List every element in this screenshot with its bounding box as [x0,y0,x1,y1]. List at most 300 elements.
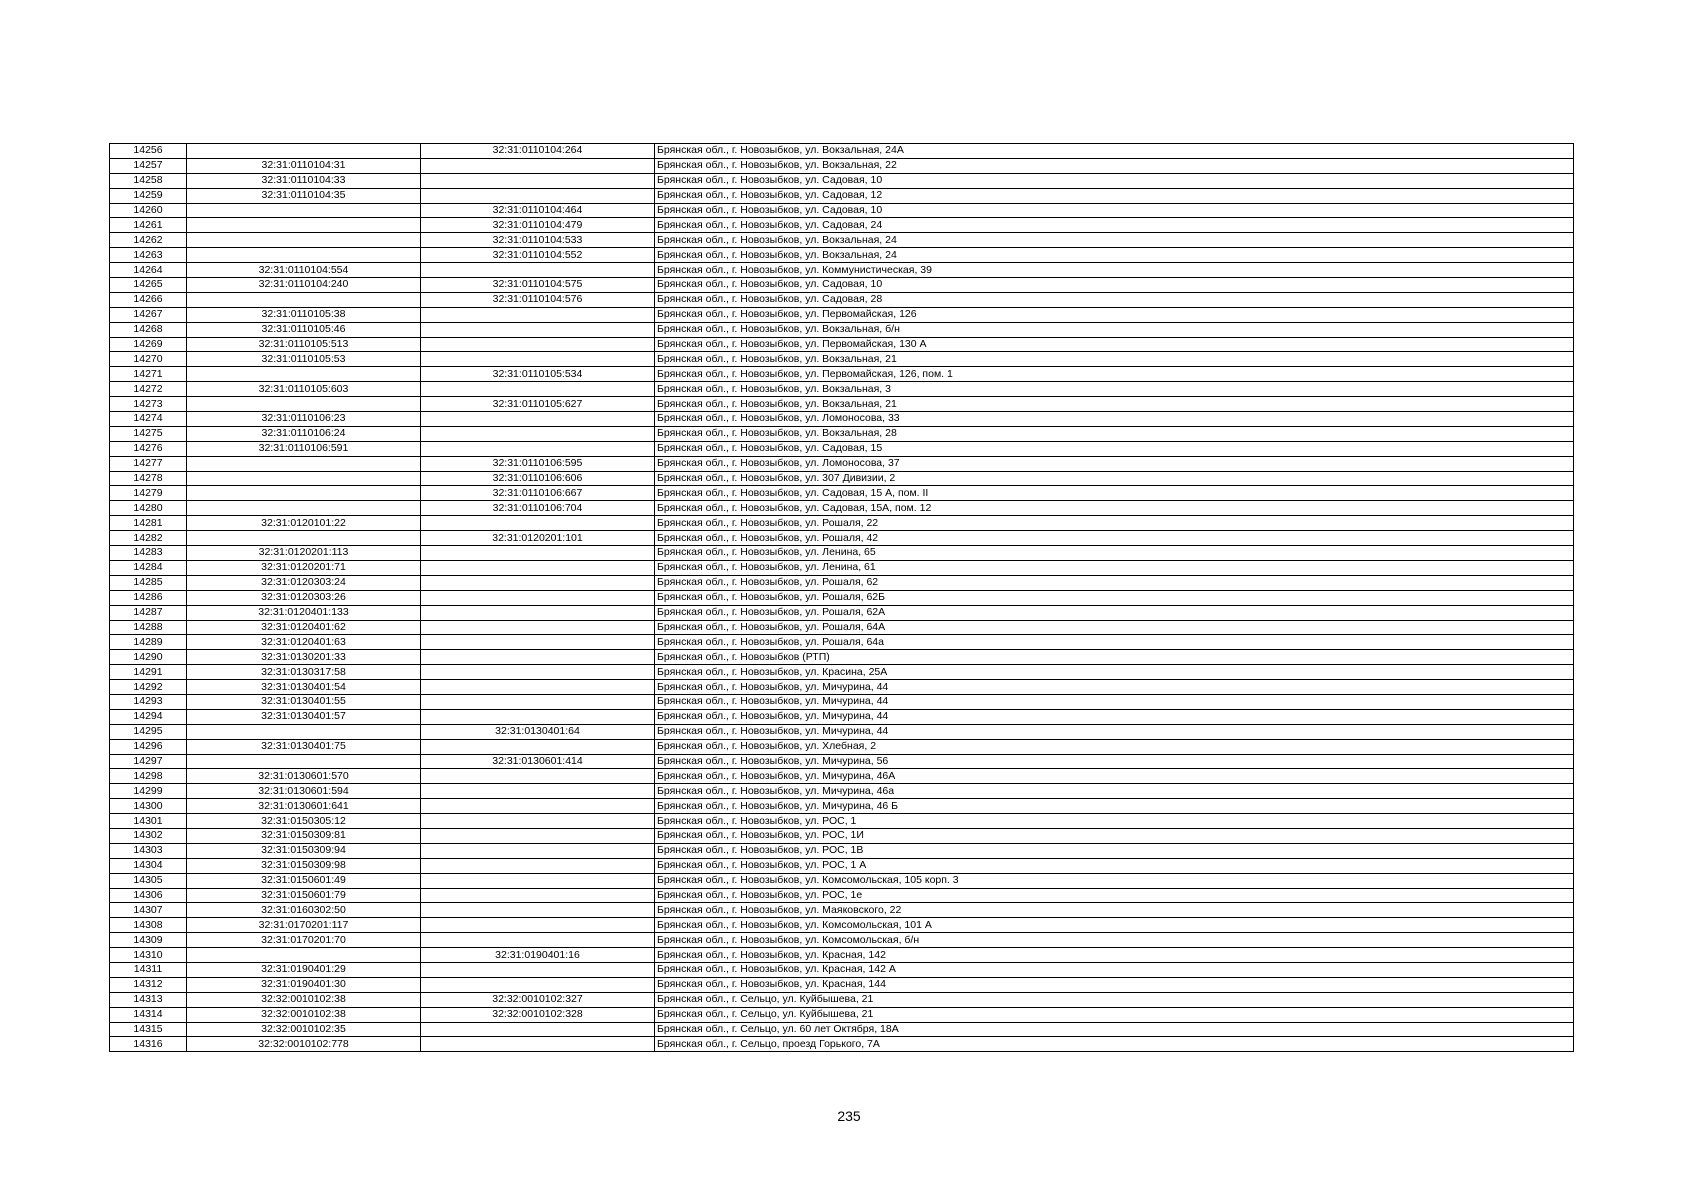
building-cadastral-number-cell [421,799,655,814]
address-cell: Брянская обл., г. Новозыбков, ул. Мичурина, 44 [655,709,1574,724]
cadastral-number-cell: 32:31:0110105:53 [187,352,421,367]
cadastral-number-cell: 32:32:0010102:38 [187,992,421,1007]
address-cell: Брянская обл., г. Сельцо, проезд Горького, 7А [655,1037,1574,1052]
table-row [110,650,1574,665]
address-cell: Брянская обл., г. Новозыбков, ул. Рошаля, 42 [655,531,1574,546]
building-cadastral-number-cell [421,307,655,322]
table-row [110,918,1574,933]
cadastral-number-cell: 32:31:0110106:23 [187,412,421,427]
cadastral-number-cell: 32:31:0110104:554 [187,263,421,278]
address-cell: Брянская обл., г. Новозыбков, ул. Мичурина, 44 [655,694,1574,709]
row-number-cell: 14263 [110,248,187,263]
table-row [110,784,1574,799]
cadastral-number-cell [187,203,421,218]
building-cadastral-number-cell [421,516,655,531]
row-number-cell: 14268 [110,322,187,337]
building-cadastral-number-cell: 32:31:0110104:533 [421,233,655,248]
row-number-cell: 14283 [110,546,187,561]
table-row [110,486,1574,501]
address-cell: Брянская обл., г. Новозыбков, ул. Комсомольская, 101 А [655,918,1574,933]
building-cadastral-number-cell [421,933,655,948]
address-cell: Брянская обл., г. Новозыбков, ул. Вокзальная, б/н [655,322,1574,337]
building-cadastral-number-cell [421,575,655,590]
row-number-cell: 14302 [110,828,187,843]
row-number-cell: 14280 [110,501,187,516]
building-cadastral-number-cell [421,888,655,903]
building-cadastral-number-cell [421,426,655,441]
address-cell: Брянская обл., г. Новозыбков, ул. Садовая, 10 [655,203,1574,218]
address-cell: Брянская обл., г. Новозыбков, ул. Мичурина, 46А [655,769,1574,784]
table-row [110,620,1574,635]
cadastral-number-cell: 32:31:0160302:50 [187,903,421,918]
row-number-cell: 14276 [110,441,187,456]
row-number-cell: 14260 [110,203,187,218]
address-cell: Брянская обл., г. Новозыбков, ул. Красина, 25А [655,665,1574,680]
cadastral-number-cell: 32:31:0110106:591 [187,441,421,456]
table-row [110,739,1574,754]
building-cadastral-number-cell: 32:31:0130601:414 [421,754,655,769]
building-cadastral-number-cell [421,441,655,456]
row-number-cell: 14284 [110,560,187,575]
row-number-cell: 14297 [110,754,187,769]
table-row [110,843,1574,858]
building-cadastral-number-cell [421,1022,655,1037]
cadastral-number-cell: 32:31:0190401:30 [187,977,421,992]
address-cell: Брянская обл., г. Новозыбков, ул. Первомайская, 126 [655,307,1574,322]
cadastral-number-cell: 32:31:0120201:113 [187,546,421,561]
row-number-cell: 14316 [110,1037,187,1052]
table-row [110,858,1574,873]
table-row [110,605,1574,620]
row-number-cell: 14286 [110,590,187,605]
row-number-cell: 14281 [110,516,187,531]
building-cadastral-number-cell [421,843,655,858]
address-cell: Брянская обл., г. Новозыбков, ул. Вокзальная, 22 [655,158,1574,173]
row-number-cell: 14311 [110,962,187,977]
building-cadastral-number-cell [421,635,655,650]
address-cell: Брянская обл., г. Новозыбков, ул. Садовая, 12 [655,188,1574,203]
row-number-cell: 14295 [110,724,187,739]
building-cadastral-number-cell: 32:31:0110104:264 [421,144,655,159]
row-number-cell: 14270 [110,352,187,367]
table-row [110,412,1574,427]
row-number-cell: 14305 [110,873,187,888]
address-cell: Брянская обл., г. Новозыбков, ул. Мичурина, 56 [655,754,1574,769]
table-row [110,665,1574,680]
cadastral-number-cell: 32:31:0130601:594 [187,784,421,799]
address-cell: Брянская обл., г. Новозыбков, ул. Ломоносова, 33 [655,412,1574,427]
building-cadastral-number-cell [421,680,655,695]
row-number-cell: 14272 [110,382,187,397]
row-number-cell: 14298 [110,769,187,784]
address-cell: Брянская обл., г. Новозыбков, ул. Хлебная, 2 [655,739,1574,754]
address-cell: Брянская обл., г. Новозыбков, ул. Рошаля, 62Б [655,590,1574,605]
row-number-cell: 14269 [110,337,187,352]
address-cell: Брянская обл., г. Новозыбков, ул. РОС, 1 [655,814,1574,829]
row-number-cell: 14309 [110,933,187,948]
row-number-cell: 14258 [110,173,187,188]
address-cell: Брянская обл., г. Новозыбков, ул. Рошаля, 62 [655,575,1574,590]
table-row [110,948,1574,963]
table-row [110,263,1574,278]
cadastral-number-cell: 32:31:0190401:29 [187,962,421,977]
row-number-cell: 14267 [110,307,187,322]
address-cell: Брянская обл., г. Новозыбков, ул. Первомайская, 130 А [655,337,1574,352]
table-row [110,144,1574,159]
row-number-cell: 14291 [110,665,187,680]
row-number-cell: 14308 [110,918,187,933]
cadastral-number-cell: 32:31:0110106:24 [187,426,421,441]
building-cadastral-number-cell: 32:31:0110104:576 [421,292,655,307]
table-row [110,278,1574,293]
table-row [110,903,1574,918]
building-cadastral-number-cell [421,918,655,933]
cadastral-number-cell: 32:31:0120303:26 [187,590,421,605]
cadastral-number-cell [187,501,421,516]
row-number-cell: 14296 [110,739,187,754]
table-row [110,1007,1574,1022]
cadastral-number-cell: 32:31:0110105:46 [187,322,421,337]
table-row [110,248,1574,263]
building-cadastral-number-cell [421,605,655,620]
row-number-cell: 14292 [110,680,187,695]
table-row [110,531,1574,546]
address-cell: Брянская обл., г. Сельцо, ул. Куйбышева, 21 [655,992,1574,1007]
row-number-cell: 14274 [110,412,187,427]
building-cadastral-number-cell [421,858,655,873]
table-row [110,769,1574,784]
table-row [110,962,1574,977]
address-cell: Брянская обл., г. Новозыбков, ул. Вокзальная, 24А [655,144,1574,159]
cadastral-number-cell: 32:32:0010102:35 [187,1022,421,1037]
address-cell: Брянская обл., г. Новозыбков, ул. Красная, 144 [655,977,1574,992]
row-number-cell: 14256 [110,144,187,159]
row-number-cell: 14293 [110,694,187,709]
building-cadastral-number-cell [421,173,655,188]
cadastral-number-cell [187,948,421,963]
cadastral-number-cell: 32:32:0010102:38 [187,1007,421,1022]
building-cadastral-number-cell [421,828,655,843]
building-cadastral-number-cell [421,382,655,397]
address-cell: Брянская обл., г. Новозыбков, ул. Садовая, 10 [655,278,1574,293]
address-cell: Брянская обл., г. Новозыбков, ул. Красная, 142 А [655,962,1574,977]
cadastral-number-cell [187,367,421,382]
address-cell: Брянская обл., г. Новозыбков, ул. РОС, 1е [655,888,1574,903]
cadastral-number-cell [187,397,421,412]
row-number-cell: 14304 [110,858,187,873]
building-cadastral-number-cell [421,739,655,754]
table-row [110,754,1574,769]
table-row [110,694,1574,709]
cadastral-number-cell [187,292,421,307]
row-number-cell: 14312 [110,977,187,992]
address-cell: Брянская обл., г. Новозыбков, ул. Садовая, 10 [655,173,1574,188]
building-cadastral-number-cell [421,560,655,575]
row-number-cell: 14314 [110,1007,187,1022]
building-cadastral-number-cell [421,263,655,278]
building-cadastral-number-cell [421,814,655,829]
building-cadastral-number-cell [421,412,655,427]
cadastral-number-cell: 32:31:0110105:38 [187,307,421,322]
cadastral-number-cell [187,486,421,501]
building-cadastral-number-cell [421,962,655,977]
table-row [110,933,1574,948]
row-number-cell: 14271 [110,367,187,382]
address-cell: Брянская обл., г. Новозыбков, ул. Маяковского, 22 [655,903,1574,918]
row-number-cell: 14310 [110,948,187,963]
address-cell: Брянская обл., г. Новозыбков, ул. Рошаля, 64а [655,635,1574,650]
table-row [110,292,1574,307]
cadastral-number-cell [187,218,421,233]
row-number-cell: 14285 [110,575,187,590]
row-number-cell: 14266 [110,292,187,307]
address-cell: Брянская обл., г. Новозыбков, ул. Мичурина, 46а [655,784,1574,799]
address-cell: Брянская обл., г. Новозыбков (РТП) [655,650,1574,665]
cadastral-number-cell: 32:31:0150309:94 [187,843,421,858]
address-cell: Брянская обл., г. Новозыбков, ул. Садовая, 24 [655,218,1574,233]
row-number-cell: 14277 [110,456,187,471]
address-cell: Брянская обл., г. Новозыбков, ул. Вокзальная, 24 [655,248,1574,263]
building-cadastral-number-cell [421,590,655,605]
row-number-cell: 14273 [110,397,187,412]
row-number-cell: 14282 [110,531,187,546]
cadastral-number-cell: 32:31:0120401:62 [187,620,421,635]
building-cadastral-number-cell [421,784,655,799]
building-cadastral-number-cell: 32:31:0110105:627 [421,397,655,412]
row-number-cell: 14264 [110,263,187,278]
row-number-cell: 14259 [110,188,187,203]
table-row [110,814,1574,829]
cadastral-number-cell: 32:31:0130401:57 [187,709,421,724]
row-number-cell: 14262 [110,233,187,248]
cadastral-number-cell: 32:31:0120201:71 [187,560,421,575]
cadastral-number-cell: 32:31:0110105:513 [187,337,421,352]
cadastral-number-cell: 32:31:0170201:70 [187,933,421,948]
cadastral-number-cell: 32:31:0120101:22 [187,516,421,531]
building-cadastral-number-cell: 32:31:0110104:552 [421,248,655,263]
row-number-cell: 14313 [110,992,187,1007]
address-cell: Брянская обл., г. Новозыбков, ул. Красная, 142 [655,948,1574,963]
cadastral-number-cell [187,233,421,248]
address-cell: Брянская обл., г. Новозыбков, ул. Ленина, 65 [655,546,1574,561]
row-number-cell: 14261 [110,218,187,233]
building-cadastral-number-cell [421,352,655,367]
cadastral-number-cell: 32:31:0110104:33 [187,173,421,188]
address-cell: Брянская обл., г. Новозыбков, ул. Комсомольская, 105 корп. 3 [655,873,1574,888]
address-cell: Брянская обл., г. Новозыбков, ул. Комсомольская, б/н [655,933,1574,948]
table-row [110,352,1574,367]
row-number-cell: 14306 [110,888,187,903]
address-cell: Брянская обл., г. Новозыбков, ул. Ленина, 61 [655,560,1574,575]
cadastral-number-cell: 32:31:0110104:35 [187,188,421,203]
cadastral-number-cell: 32:31:0130401:55 [187,694,421,709]
table-row [110,322,1574,337]
cadastral-number-cell: 32:31:0170201:117 [187,918,421,933]
address-cell: Брянская обл., г. Новозыбков, ул. Рошаля, 64А [655,620,1574,635]
address-cell: Брянская обл., г. Новозыбков, ул. РОС, 1В [655,843,1574,858]
table-row [110,560,1574,575]
building-cadastral-number-cell [421,665,655,680]
building-cadastral-number-cell: 32:32:0010102:328 [421,1007,655,1022]
building-cadastral-number-cell: 32:31:0110105:534 [421,367,655,382]
cadastral-number-cell [187,471,421,486]
cadastral-number-cell: 32:31:0130401:54 [187,680,421,695]
table-row [110,158,1574,173]
table-row [110,680,1574,695]
table-row [110,575,1574,590]
table-row [110,828,1574,843]
table-row [110,397,1574,412]
cadastral-number-cell: 32:31:0130201:33 [187,650,421,665]
cadastral-number-cell: 32:31:0150601:79 [187,888,421,903]
table-row [110,426,1574,441]
table-row [110,546,1574,561]
cadastral-number-cell: 32:31:0150309:81 [187,828,421,843]
address-cell: Брянская обл., г. Новозыбков, ул. Садовая, 15А, пом. 12 [655,501,1574,516]
cadastral-number-cell [187,248,421,263]
table-row [110,977,1574,992]
address-cell: Брянская обл., г. Новозыбков, ул. Коммунистическая, 39 [655,263,1574,278]
row-number-cell: 14290 [110,650,187,665]
row-number-cell: 14289 [110,635,187,650]
row-number-cell: 14265 [110,278,187,293]
table-row [110,1022,1574,1037]
table-row [110,873,1574,888]
address-cell: Брянская обл., г. Новозыбков, ул. Мичурина, 44 [655,724,1574,739]
row-number-cell: 14300 [110,799,187,814]
cadastral-number-cell: 32:31:0150309:98 [187,858,421,873]
cadastral-number-cell: 32:31:0150305:12 [187,814,421,829]
cadastral-number-cell: 32:31:0130601:570 [187,769,421,784]
table-row [110,501,1574,516]
building-cadastral-number-cell: 32:32:0010102:327 [421,992,655,1007]
building-cadastral-number-cell [421,709,655,724]
building-cadastral-number-cell [421,322,655,337]
table-row [110,635,1574,650]
row-number-cell: 14279 [110,486,187,501]
cadastral-number-cell [187,754,421,769]
table-row [110,367,1574,382]
table-row [110,724,1574,739]
building-cadastral-number-cell: 32:31:0110104:575 [421,278,655,293]
table-row [110,471,1574,486]
building-cadastral-number-cell: 32:31:0110106:595 [421,456,655,471]
cadastral-number-cell: 32:31:0130601:641 [187,799,421,814]
building-cadastral-number-cell: 32:31:0110106:606 [421,471,655,486]
registry-table-body [110,144,1574,1052]
building-cadastral-number-cell [421,1037,655,1052]
building-cadastral-number-cell: 32:31:0120201:101 [421,531,655,546]
row-number-cell: 14307 [110,903,187,918]
address-cell: Брянская обл., г. Новозыбков, ул. Садовая, 15 А, пом. II [655,486,1574,501]
page-number: 235 [837,1108,861,1124]
table-row [110,188,1574,203]
cadastral-number-cell: 32:31:0150601:49 [187,873,421,888]
address-cell: Брянская обл., г. Новозыбков, ул. Первомайская, 126, пом. 1 [655,367,1574,382]
cadastral-number-cell [187,724,421,739]
building-cadastral-number-cell: 32:31:0130401:64 [421,724,655,739]
table-row [110,173,1574,188]
table-row [110,307,1574,322]
table-row [110,456,1574,471]
registry-table [109,143,1574,1052]
address-cell: Брянская обл., г. Сельцо, ул. 60 лет Октября, 18А [655,1022,1574,1037]
building-cadastral-number-cell [421,158,655,173]
address-cell: Брянская обл., г. Новозыбков, ул. РОС, 1И [655,828,1574,843]
building-cadastral-number-cell [421,546,655,561]
building-cadastral-number-cell [421,977,655,992]
address-cell: Брянская обл., г. Новозыбков, ул. Вокзальная, 24 [655,233,1574,248]
row-number-cell: 14294 [110,709,187,724]
building-cadastral-number-cell: 32:31:0110104:479 [421,218,655,233]
row-number-cell: 14275 [110,426,187,441]
building-cadastral-number-cell: 32:31:0110106:667 [421,486,655,501]
cadastral-number-cell: 32:31:0120401:133 [187,605,421,620]
cadastral-number-cell: 32:31:0130401:75 [187,739,421,754]
row-number-cell: 14301 [110,814,187,829]
building-cadastral-number-cell [421,337,655,352]
cadastral-number-cell: 32:31:0110104:240 [187,278,421,293]
table-row [110,992,1574,1007]
address-cell: Брянская обл., г. Новозыбков, ул. Садовая, 15 [655,441,1574,456]
building-cadastral-number-cell [421,903,655,918]
cadastral-number-cell [187,456,421,471]
cadastral-number-cell: 32:31:0120401:63 [187,635,421,650]
address-cell: Брянская обл., г. Новозыбков, ул. Мичурина, 46 Б [655,799,1574,814]
address-cell: Брянская обл., г. Новозыбков, ул. Вокзальная, 21 [655,352,1574,367]
address-cell: Брянская обл., г. Новозыбков, ул. РОС, 1 А [655,858,1574,873]
address-cell: Брянская обл., г. Новозыбков, ул. Рошаля, 62А [655,605,1574,620]
table-row [110,382,1574,397]
table-row [110,441,1574,456]
address-cell: Брянская обл., г. Новозыбков, ул. Садовая, 28 [655,292,1574,307]
address-cell: Брянская обл., г. Новозыбков, ул. Мичурина, 44 [655,680,1574,695]
building-cadastral-number-cell: 32:31:0110106:704 [421,501,655,516]
building-cadastral-number-cell [421,188,655,203]
address-cell: Брянская обл., г. Новозыбков, ул. Вокзальная, 28 [655,426,1574,441]
address-cell: Брянская обл., г. Новозыбков, ул. Вокзальная, 21 [655,397,1574,412]
building-cadastral-number-cell [421,650,655,665]
table-row [110,1037,1574,1052]
cadastral-number-cell: 32:31:0130317:58 [187,665,421,680]
building-cadastral-number-cell [421,769,655,784]
cadastral-number-cell [187,531,421,546]
row-number-cell: 14288 [110,620,187,635]
building-cadastral-number-cell: 32:31:0190401:16 [421,948,655,963]
row-number-cell: 14287 [110,605,187,620]
row-number-cell: 14315 [110,1022,187,1037]
table-row [110,799,1574,814]
table-row [110,203,1574,218]
building-cadastral-number-cell: 32:31:0110104:464 [421,203,655,218]
cadastral-number-cell: 32:31:0120303:24 [187,575,421,590]
building-cadastral-number-cell [421,873,655,888]
row-number-cell: 14299 [110,784,187,799]
address-cell: Брянская обл., г. Новозыбков, ул. Вокзальная, 3 [655,382,1574,397]
table-row [110,888,1574,903]
table-row [110,218,1574,233]
row-number-cell: 14257 [110,158,187,173]
address-cell: Брянская обл., г. Сельцо, ул. Куйбышева, 21 [655,1007,1574,1022]
cadastral-number-cell [187,144,421,159]
address-cell: Брянская обл., г. Новозыбков, ул. Рошаля, 22 [655,516,1574,531]
table-row [110,709,1574,724]
cadastral-number-cell: 32:31:0110104:31 [187,158,421,173]
cadastral-number-cell: 32:32:0010102:778 [187,1037,421,1052]
row-number-cell: 14303 [110,843,187,858]
table-row [110,337,1574,352]
address-cell: Брянская обл., г. Новозыбков, ул. Ломоносова, 37 [655,456,1574,471]
